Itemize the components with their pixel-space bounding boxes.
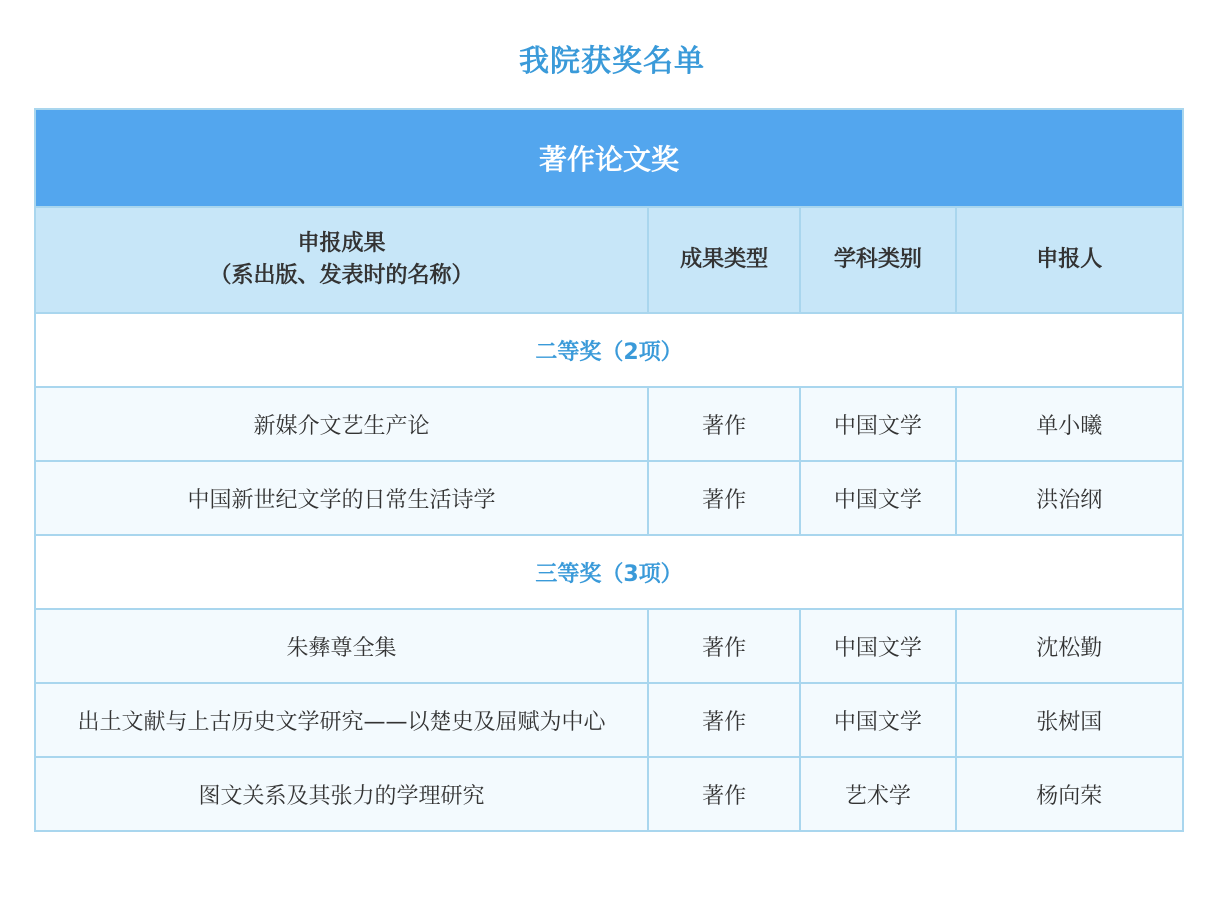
section-row-third-prize bbox=[35, 535, 1183, 609]
header-row bbox=[35, 207, 1183, 313]
table-row bbox=[35, 683, 1183, 757]
header-title bbox=[35, 207, 648, 313]
row-subject: 中国文学 bbox=[800, 683, 955, 757]
row-title: 新媒介文艺生产论 bbox=[35, 387, 648, 461]
row-subject: 中国文学 bbox=[800, 387, 955, 461]
row-title: 朱彝尊全集 bbox=[35, 609, 648, 683]
page-title: 我院获奖名单 bbox=[519, 44, 705, 79]
row-subject: 艺术学 bbox=[800, 757, 955, 831]
table-row bbox=[35, 609, 1183, 683]
row-applicant: 单小曦 bbox=[956, 387, 1183, 461]
row-title: 图文关系及其张力的学理研究 bbox=[35, 757, 648, 831]
header-applicant: 申报人 bbox=[956, 207, 1183, 313]
header-subject: 学科类别 bbox=[800, 207, 955, 313]
awards-table bbox=[34, 108, 1184, 832]
row-title: 中国新世纪文学的日常生活诗学 bbox=[35, 461, 648, 535]
row-title: 出土文献与上古历史文学研究——以楚史及屈赋为中心 bbox=[35, 683, 648, 757]
row-type: 著作 bbox=[648, 609, 800, 683]
category-banner: 著作论文奖 bbox=[35, 109, 1183, 207]
header-title-line1: 申报成果 bbox=[297, 231, 386, 256]
section-label: 三等奖（3项） bbox=[35, 535, 1183, 609]
category-banner-row bbox=[35, 109, 1183, 207]
row-applicant: 杨向荣 bbox=[956, 757, 1183, 831]
section-label: 二等奖（2项） bbox=[35, 313, 1183, 387]
header-title-line2: （系出版、发表时的名称） bbox=[209, 263, 474, 288]
row-type: 著作 bbox=[648, 387, 800, 461]
row-applicant: 洪治纲 bbox=[956, 461, 1183, 535]
table-row bbox=[35, 757, 1183, 831]
header-type: 成果类型 bbox=[648, 207, 800, 313]
table-row bbox=[35, 387, 1183, 461]
row-type: 著作 bbox=[648, 461, 800, 535]
row-subject: 中国文学 bbox=[800, 609, 955, 683]
section-row-second-prize bbox=[35, 313, 1183, 387]
row-applicant: 沈松勤 bbox=[956, 609, 1183, 683]
table-row bbox=[35, 461, 1183, 535]
row-type: 著作 bbox=[648, 683, 800, 757]
row-applicant: 张树国 bbox=[956, 683, 1183, 757]
row-type: 著作 bbox=[648, 757, 800, 831]
row-subject: 中国文学 bbox=[800, 461, 955, 535]
